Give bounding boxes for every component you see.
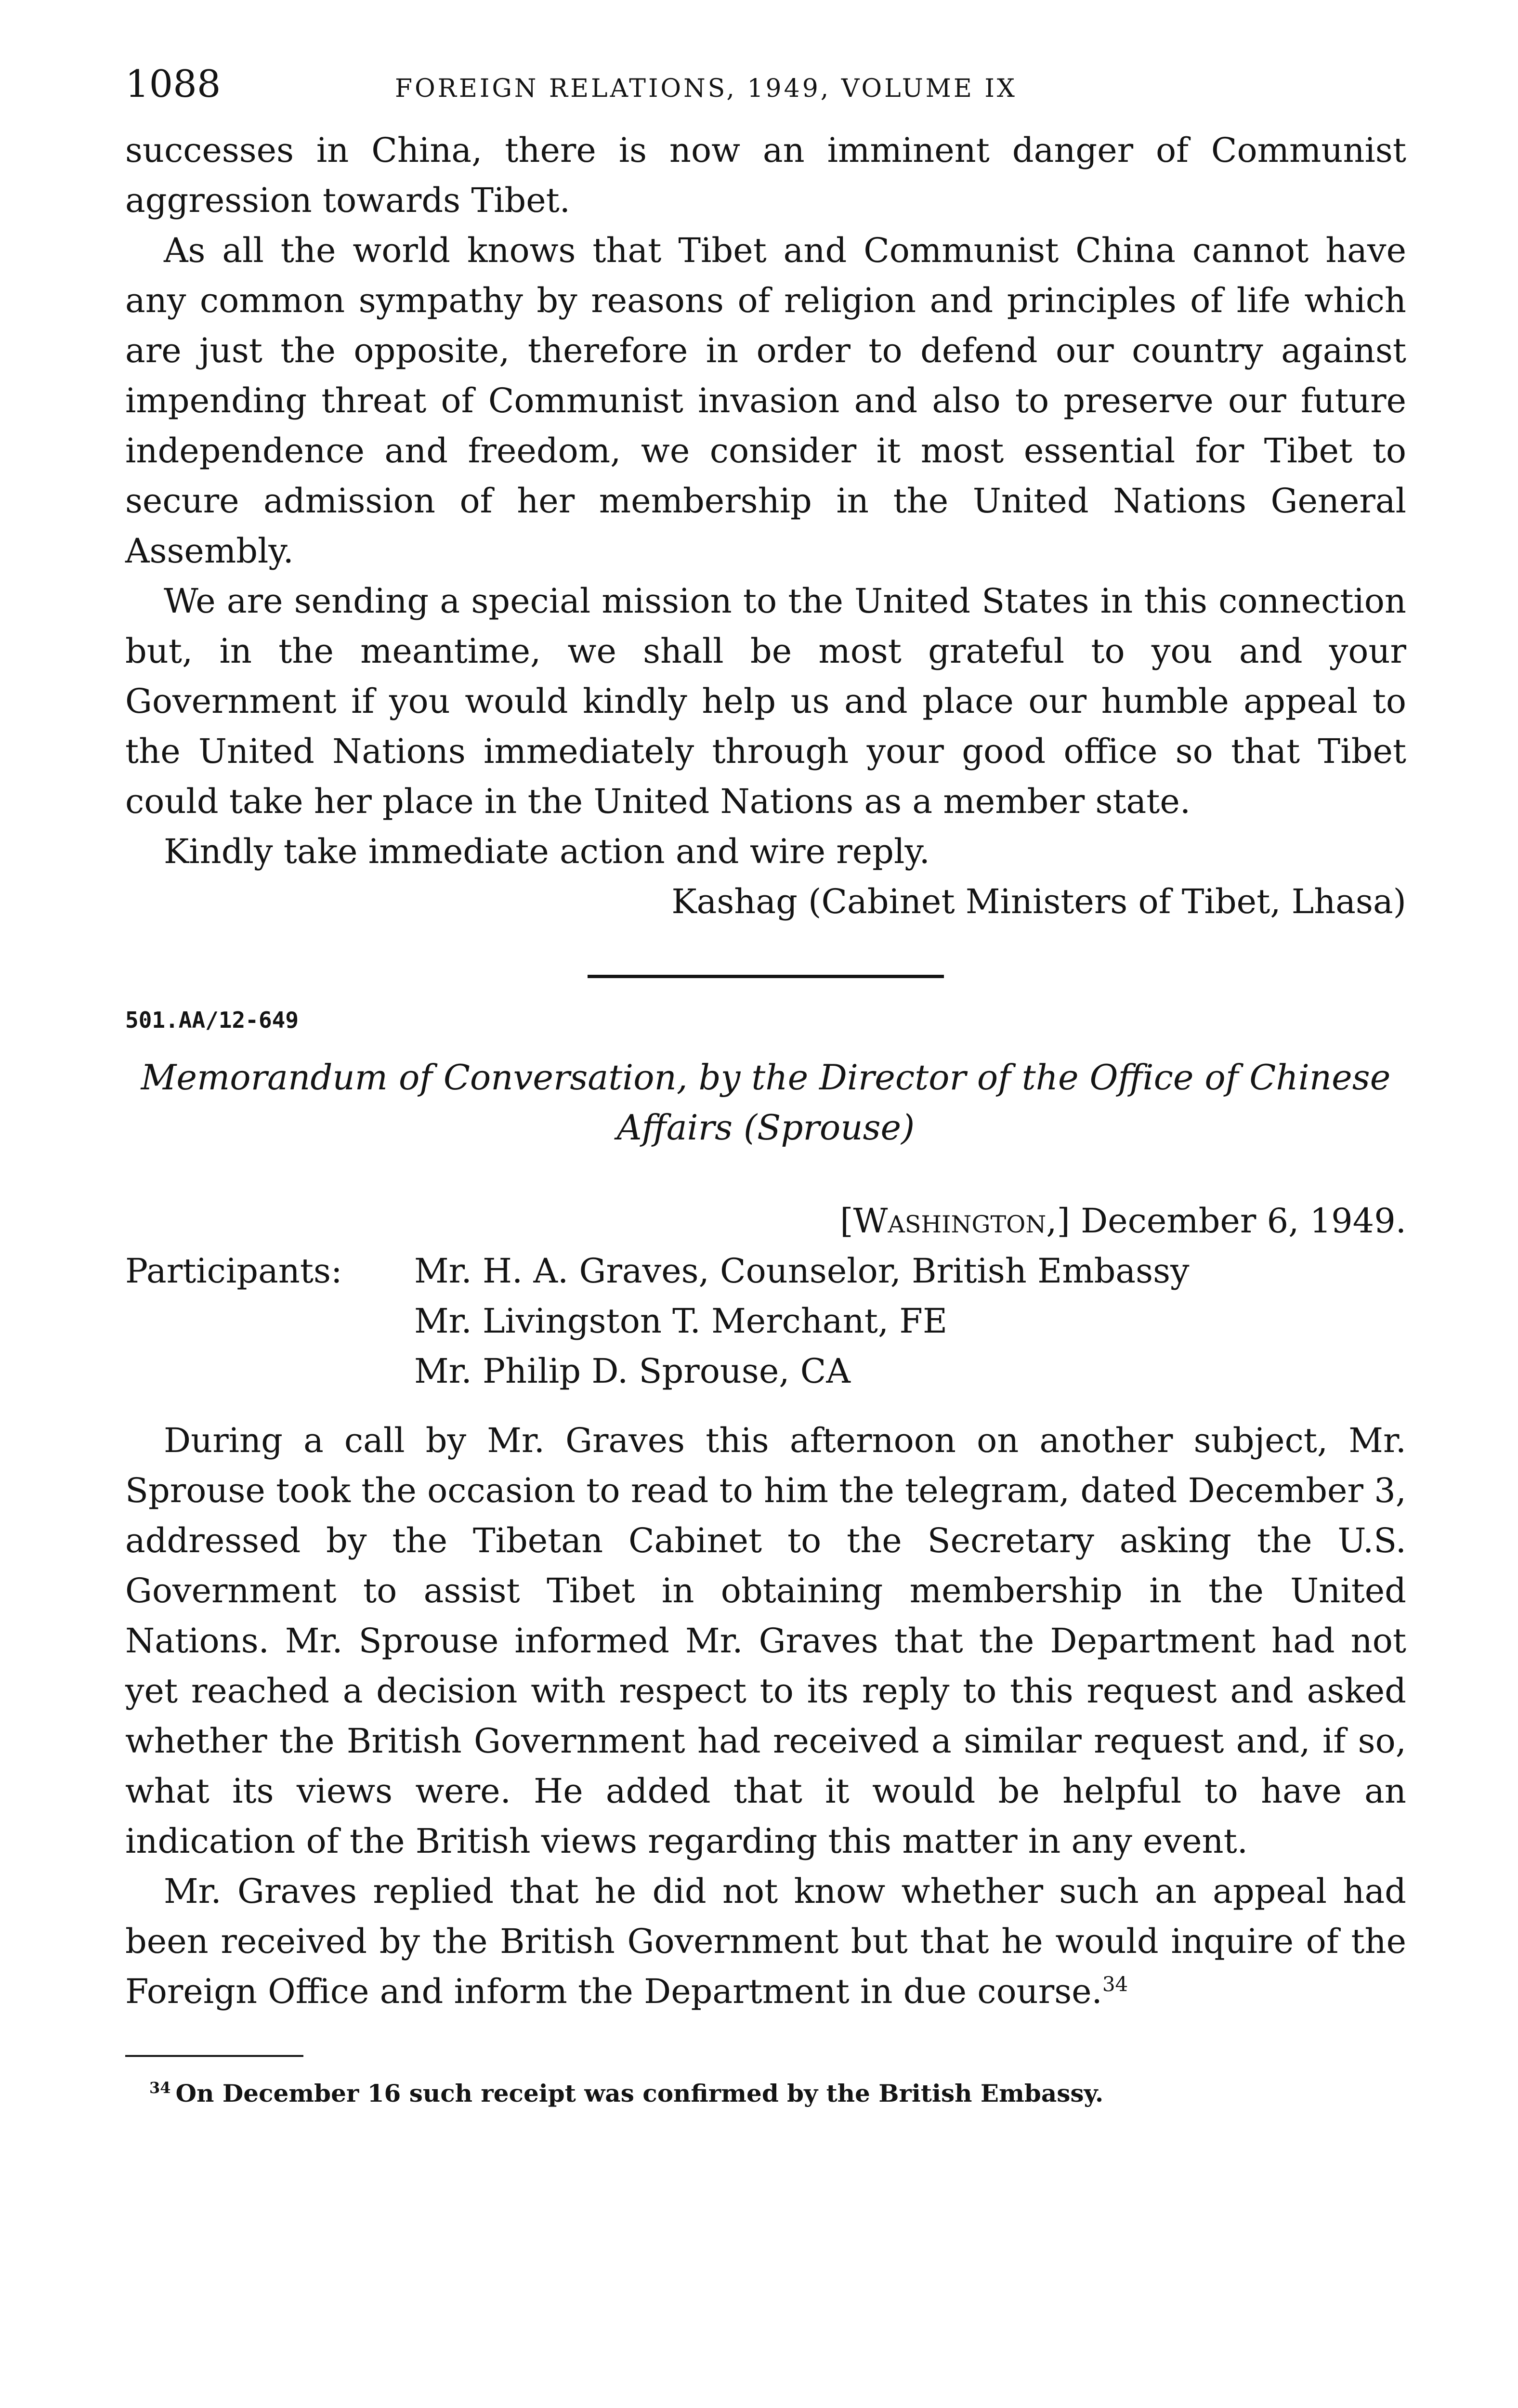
telegram-body — [125, 125, 1406, 927]
footnote-text: On December 16 such receipt was confirmed by the British Embassy. — [175, 2079, 1104, 2107]
running-head: FOREIGN RELATIONS, 1949, VOLUME IX — [395, 74, 1017, 103]
telegram-paragraph: As all the world knows that Tibet and Communist China cannot have any common sympathy by reasons of religion and principles of life which are just the opposite, therefore in order to defend our country against impending threat of Communist invasion and also to preserve our future independence and freedom, we consider it most essential for Tibet to secure admission of her membership in the United Nations General Assembly. — [125, 231, 1406, 571]
page-header — [125, 63, 1406, 125]
participants-block — [125, 1246, 1406, 1396]
document-page — [125, 63, 1406, 2111]
participant: Mr. Livingston T. Merchant, FE — [414, 1301, 948, 1341]
memo-paragraph-text: Mr. Graves replied that he did not know whether such an appeal had been received by the British Government but that he would inquire of the Foreign Office and inform the Department in due course. — [125, 1871, 1406, 2011]
participant: Mr. H. A. Graves, Counselor, British Embassy — [414, 1251, 1190, 1291]
dateline-date: December 6, 1949. — [1081, 1201, 1406, 1241]
footnote — [125, 2076, 1406, 2111]
footnote-reference: 34 — [1102, 1972, 1128, 1996]
telegram-paragraph: successes in China, there is now an imminent danger of Communist aggression towards Tibet. — [125, 131, 1406, 220]
document-title — [125, 1052, 1406, 1152]
section-divider — [588, 975, 944, 978]
telegram-signature: Kashag (Cabinet Ministers of Tibet, Lhasa) — [671, 882, 1406, 921]
dateline-place: [Washington,] — [840, 1201, 1070, 1241]
footnote-number: 34 — [149, 2079, 171, 2097]
telegram-paragraph: Kindly take immediate action and wire reply. — [164, 832, 930, 871]
dateline — [125, 1196, 1406, 1246]
telegram-paragraph: We are sending a special mission to the United States in this connection but, in the meantime, we shall be most grateful to you and your Government if you would kindly help us and place our humble appeal to the United Nations immediately through your good office so that Tibet could take her place in the United Nations as a member state. — [125, 581, 1406, 821]
participants-list — [414, 1246, 1190, 1396]
footnote-divider — [125, 2055, 303, 2057]
participant: Mr. Philip D. Sprouse, CA — [414, 1351, 851, 1391]
page-number: 1088 — [125, 63, 221, 106]
document-title-line-1: Memorandum of Conversation, by the Director of the Office of Chinese — [141, 1057, 1391, 1098]
memo-paragraph: During a call by Mr. Graves this afternoon on another subject, Mr. Sprouse took the occasion to read to him the telegram, dated December 3, addressed by the Tibetan Cabinet to the Secretary asking the U.S. Government to assist Tibet in obtaining membership in the United Nations. Mr. Sprouse informed Mr. Graves that the Department had not yet reached a decision with respect to its reply to this request and asked whether the British Government had received a similar request and, if so, what its views were. He added that it would be helpful to have an indication of the British views regarding this matter in any event. — [125, 1421, 1406, 1861]
document-title-line-2: Affairs (Sprouse) — [616, 1107, 915, 1148]
memo-paragraph — [125, 1866, 1406, 2016]
file-number: 501.AA/12-649 — [125, 1007, 299, 1033]
participants-label: Participants: — [125, 1251, 342, 1291]
